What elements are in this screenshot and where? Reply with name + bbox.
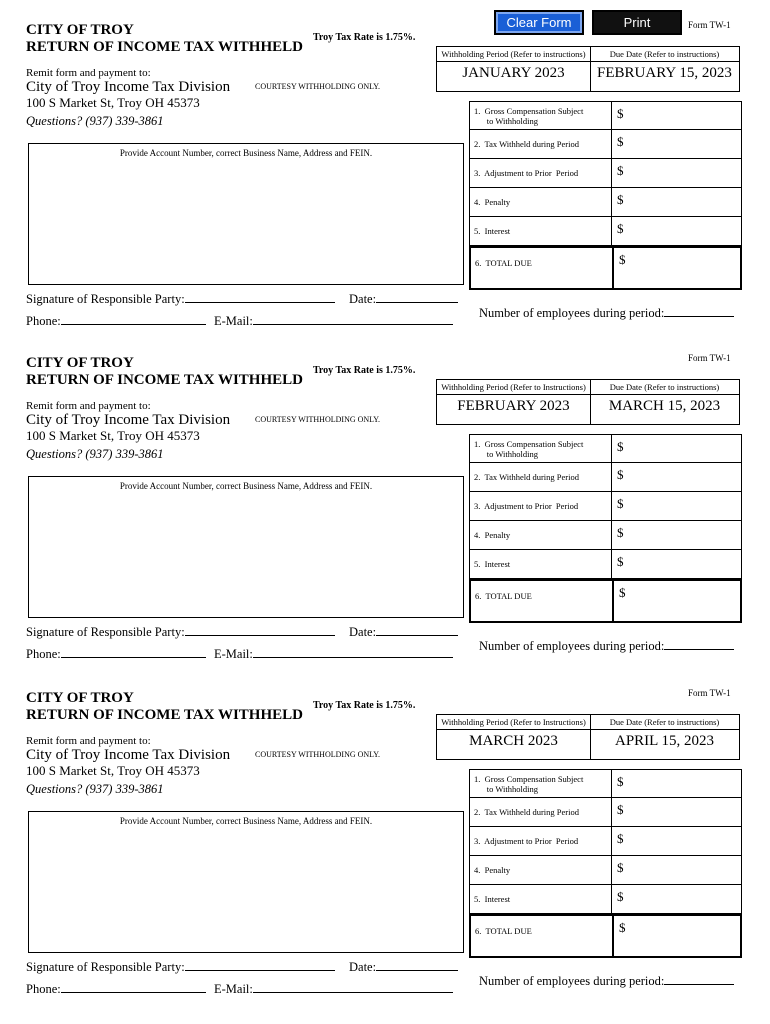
date-label: [349, 625, 458, 640]
account-note: Provide Account Number, correct Business Name, Address and FEIN.: [119, 816, 373, 826]
tax-line-row: [469, 463, 742, 492]
dollar-sign: $: [619, 252, 626, 267]
tax-line-label: 1. Gross Compensation Subject to Withholding: [474, 439, 584, 459]
phone-field[interactable]: [61, 324, 206, 325]
tax-form-march: [0, 668, 770, 998]
phone-text: Phone:: [26, 647, 61, 661]
tax-line-label: 5. Interest: [474, 226, 511, 236]
phone-text: Phone:: [26, 314, 61, 328]
tax-line-label: 2. Tax Withheld during Period: [474, 139, 579, 149]
tax-line-label: 4. Penalty: [474, 530, 511, 540]
tax-line-label: 5. Interest: [474, 894, 511, 904]
period-header: Withholding Period (Refer to Instructions): [437, 380, 590, 395]
signature-field[interactable]: [185, 635, 335, 636]
tax-line-label: 1. Gross Compensation Subject to Withholding: [474, 774, 584, 794]
dollar-sign: $: [617, 889, 624, 904]
tax-line-label: 3. Adjustment to Prior Period: [474, 836, 579, 846]
dollar-sign: $: [617, 163, 624, 178]
signature-field[interactable]: [185, 302, 335, 303]
tax-line-row: [469, 246, 742, 290]
dollar-sign: $: [617, 134, 624, 149]
tax-lines-table: [469, 769, 742, 958]
employees-label: [479, 639, 734, 654]
date-text: Date:: [349, 625, 377, 639]
dollar-sign: $: [617, 221, 624, 236]
signature-label: [26, 625, 335, 640]
account-note: Provide Account Number, correct Business Name, Address and FEIN.: [119, 148, 373, 158]
tax-line-row: [469, 217, 742, 246]
tax-line-amount-field[interactable]: [611, 102, 742, 129]
dollar-sign: $: [617, 774, 624, 789]
questions-phone: Questions? (937) 339-3861: [26, 782, 164, 796]
tax-line-row: [469, 188, 742, 217]
tax-line-label: 4. Penalty: [474, 197, 511, 207]
email-text: E-Mail:: [214, 314, 253, 328]
phone-field[interactable]: [61, 657, 206, 658]
courtesy-note: COURTESY WITHHOLDING ONLY.: [255, 750, 381, 759]
tax-line-amount-field[interactable]: [611, 770, 742, 797]
email-field[interactable]: [253, 992, 453, 993]
tax-line-amount-field[interactable]: [611, 798, 742, 826]
employees-label: [479, 974, 734, 989]
due-date-header: Due Date (Refer to instructions): [590, 715, 739, 730]
withholding-period-value[interactable]: FEBRUARY 2023: [457, 398, 570, 414]
phone-label: [26, 647, 206, 662]
period-header: Withholding Period (Refer to Instructions): [437, 715, 590, 730]
tax-line-row: [469, 914, 742, 958]
tax-line-amount-field[interactable]: [612, 916, 740, 956]
employees-field[interactable]: [664, 984, 734, 985]
tax-lines-table: [469, 101, 742, 290]
dollar-sign: $: [617, 192, 624, 207]
tax-form-february: [0, 333, 770, 663]
phone-text: Phone:: [26, 982, 61, 996]
tax-lines-table: [469, 434, 742, 623]
form-title-return: RETURN OF INCOME TAX WITHHELD: [26, 39, 303, 55]
dollar-sign: $: [617, 467, 624, 482]
dollar-sign: $: [617, 106, 624, 121]
withholding-period-value[interactable]: JANUARY 2023: [462, 65, 565, 81]
form-id: Form TW-1: [688, 353, 731, 363]
signature-text: Signature of Responsible Party:: [26, 292, 185, 306]
email-label: [214, 314, 453, 329]
period-header: Withholding Period (Refer to instructions): [437, 47, 590, 62]
tax-line-row: [469, 579, 742, 623]
date-label: [349, 960, 458, 975]
tax-line-label: 1. Gross Compensation Subject to Withholding: [474, 106, 584, 126]
signature-label: [26, 960, 335, 975]
division-name: City of Troy Income Tax Division: [26, 79, 231, 95]
email-field[interactable]: [253, 324, 453, 325]
date-field[interactable]: [376, 970, 458, 971]
tax-line-amount-field[interactable]: [611, 463, 742, 491]
form-title-city: CITY OF TROY: [26, 355, 134, 371]
tax-line-amount-field[interactable]: [611, 435, 742, 462]
form-title-return: RETURN OF INCOME TAX WITHHELD: [26, 707, 303, 723]
employees-text: Number of employees during period:: [479, 639, 665, 653]
tax-line-row: [469, 130, 742, 159]
division-address: 100 S Market St, Troy OH 45373: [26, 763, 200, 778]
tax-rate-note: Troy Tax Rate is 1.75%.: [313, 365, 416, 376]
tax-line-label: 6. TOTAL DUE: [475, 258, 532, 268]
tax-line-label: 3. Adjustment to Prior Period: [474, 501, 579, 511]
tax-line-row: [469, 798, 742, 827]
remit-label: Remit form and payment to:: [26, 400, 151, 412]
period-table: [436, 46, 740, 92]
form-title-city: CITY OF TROY: [26, 690, 134, 706]
email-field[interactable]: [253, 657, 453, 658]
tax-rate-note: Troy Tax Rate is 1.75%.: [313, 32, 416, 43]
period-table: [436, 379, 740, 425]
tax-line-row: [469, 521, 742, 550]
dollar-sign: $: [617, 439, 624, 454]
form-id: Form TW-1: [688, 20, 731, 30]
email-label: [214, 647, 453, 662]
tax-line-amount-field[interactable]: [612, 248, 740, 288]
tax-line-amount-field[interactable]: [611, 885, 742, 913]
tax-line-row: [469, 159, 742, 188]
tax-line-label: 3. Adjustment to Prior Period: [474, 168, 579, 178]
email-text: E-Mail:: [214, 647, 253, 661]
tax-line-row: [469, 827, 742, 856]
tax-line-row: [469, 885, 742, 914]
account-info-box[interactable]: [28, 811, 464, 953]
dollar-sign: $: [619, 920, 626, 935]
employees-field[interactable]: [664, 649, 734, 650]
phone-label: [26, 982, 206, 997]
account-info-box[interactable]: [28, 476, 464, 618]
employees-text: Number of employees during period:: [479, 974, 665, 988]
tax-rate-note: Troy Tax Rate is 1.75%.: [313, 700, 416, 711]
dollar-sign: $: [617, 496, 624, 511]
employees-label: [479, 306, 734, 321]
phone-label: [26, 314, 206, 329]
division-address: 100 S Market St, Troy OH 45373: [26, 95, 200, 110]
tax-line-label: 6. TOTAL DUE: [475, 926, 532, 936]
division-name: City of Troy Income Tax Division: [26, 412, 231, 428]
dollar-sign: $: [617, 525, 624, 540]
form-title-city: CITY OF TROY: [26, 22, 134, 38]
signature-text: Signature of Responsible Party:: [26, 960, 185, 974]
tax-line-amount-field[interactable]: [611, 188, 742, 216]
tax-line-amount-field[interactable]: [611, 856, 742, 884]
courtesy-note: COURTESY WITHHOLDING ONLY.: [255, 82, 381, 91]
due-date-value[interactable]: FEBRUARY 15, 2023: [597, 65, 732, 81]
email-text: E-Mail:: [214, 982, 253, 996]
remit-label: Remit form and payment to:: [26, 735, 151, 747]
due-date-value[interactable]: MARCH 15, 2023: [608, 398, 721, 414]
date-label: [349, 292, 458, 307]
tax-line-row: [469, 492, 742, 521]
dollar-sign: $: [617, 831, 624, 846]
dollar-sign: $: [619, 585, 626, 600]
dollar-sign: $: [617, 554, 624, 569]
tax-line-amount-field[interactable]: [612, 581, 740, 621]
date-text: Date:: [349, 960, 377, 974]
withholding-period-value[interactable]: MARCH 2023: [469, 733, 558, 749]
tax-line-amount-field[interactable]: [611, 521, 742, 549]
questions-phone: Questions? (937) 339-3861: [26, 447, 164, 461]
dollar-sign: $: [617, 802, 624, 817]
date-text: Date:: [349, 292, 377, 306]
phone-field[interactable]: [61, 992, 206, 993]
tax-line-amount-field[interactable]: [611, 827, 742, 855]
tax-line-label: 2. Tax Withheld during Period: [474, 807, 579, 817]
due-date-value[interactable]: APRIL 15, 2023: [614, 733, 715, 749]
division-address: 100 S Market St, Troy OH 45373: [26, 428, 200, 443]
employees-field[interactable]: [664, 316, 734, 317]
tax-line-row: [469, 550, 742, 579]
tax-line-amount-field[interactable]: [611, 217, 742, 245]
tax-line-amount-field[interactable]: [611, 550, 742, 578]
due-date-header: Due Date (Refer to instructions): [590, 380, 739, 395]
email-label: [214, 982, 453, 997]
signature-label: [26, 292, 335, 307]
clear-form-button[interactable]: Clear Form: [494, 10, 584, 35]
tax-line-row: [469, 434, 742, 463]
employees-text: Number of employees during period:: [479, 306, 665, 320]
print-button[interactable]: Print: [592, 10, 682, 35]
tax-line-label: 2. Tax Withheld during Period: [474, 472, 579, 482]
tax-form-january: [0, 0, 770, 330]
tax-line-amount-field[interactable]: [611, 492, 742, 520]
courtesy-note: COURTESY WITHHOLDING ONLY.: [255, 415, 381, 424]
account-info-box[interactable]: [28, 143, 464, 285]
signature-field[interactable]: [185, 970, 335, 971]
date-field[interactable]: [376, 635, 458, 636]
division-name: City of Troy Income Tax Division: [26, 747, 231, 763]
tax-line-label: 6. TOTAL DUE: [475, 591, 532, 601]
tax-line-row: [469, 101, 742, 130]
tax-line-row: [469, 856, 742, 885]
tax-line-label: 4. Penalty: [474, 865, 511, 875]
signature-text: Signature of Responsible Party:: [26, 625, 185, 639]
form-title-return: RETURN OF INCOME TAX WITHHELD: [26, 372, 303, 388]
tax-line-amount-field[interactable]: [611, 130, 742, 158]
date-field[interactable]: [376, 302, 458, 303]
dollar-sign: $: [617, 860, 624, 875]
due-date-header: Due Date (Refer to instructions): [590, 47, 739, 62]
account-note: Provide Account Number, correct Business Name, Address and FEIN.: [119, 481, 373, 491]
tax-line-amount-field[interactable]: [611, 159, 742, 187]
remit-label: Remit form and payment to:: [26, 67, 151, 79]
tax-line-row: [469, 769, 742, 798]
tax-line-label: 5. Interest: [474, 559, 511, 569]
period-table: [436, 714, 740, 760]
form-id: Form TW-1: [688, 688, 731, 698]
questions-phone: Questions? (937) 339-3861: [26, 114, 164, 128]
